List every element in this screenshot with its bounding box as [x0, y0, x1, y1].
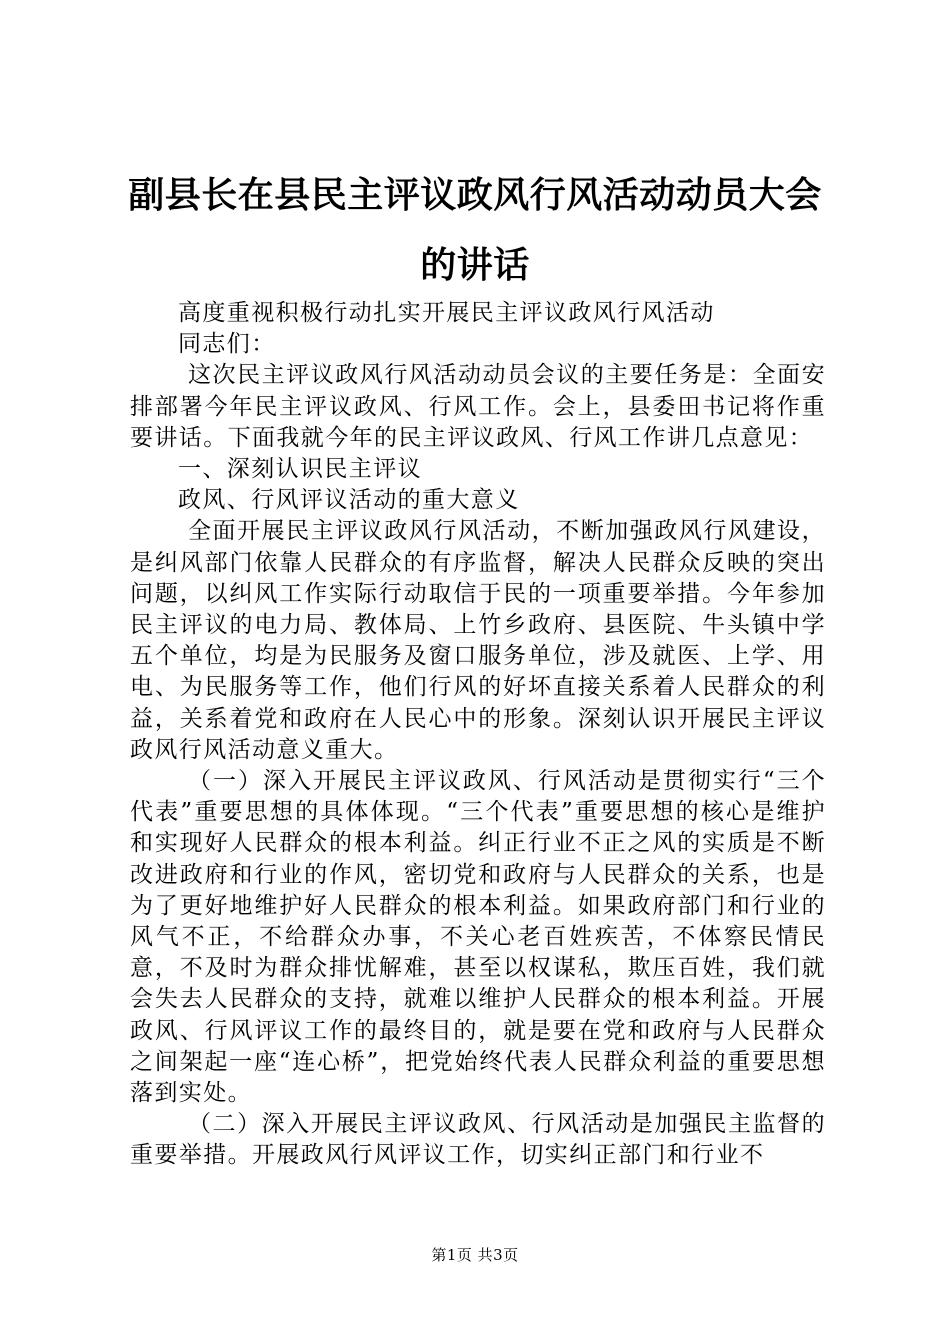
section-heading-1: 一、深刻认识民主评议 — [178, 456, 422, 483]
page-number-footer: 第1页 共3页 — [431, 1246, 519, 1264]
section-heading-1-cont: 政风、行风评议活动的重大意义 — [178, 487, 520, 514]
paragraph-significance: 全面开展民主评议政风行风活动，不断加强政风行风建设，是纠风部门依靠人民群众的有序监督，解决人民群众反映的突出问题，以纠风工作实际行动取信于民的一项重要举措。今年参加民主评议的电力局、教体局、上竹乡政府、县医院、牛头镇中学五个单位，均是为民服务及窗口服务单位，涉及就医、上学、用电、为民服务等工作，他们行风的好坏直接关系着人民群众的利益，关系着党和政府在人民心中的形象。深刻认识开展民主评议政风行风活动意义重大。 — [130, 518, 826, 763]
document-body — [130, 298, 826, 1172]
document-subtitle: 高度重视积极行动扎实开展民主评议政风行风活动 — [178, 300, 715, 326]
document-title: 副县长在县民主评议政风行风活动动员大会的讲话 — [128, 174, 822, 286]
salutation: 同志们： — [178, 331, 276, 358]
paragraph-intro: 这次民主评议政风行风活动动员会议的主要任务是：全面安排部署今年民主评议政风、行风工作。会上，县委田书记将作重要讲话。下面我就今年的民主评议政风、行风工作讲几点意见： — [130, 362, 826, 451]
paragraph-point-1: （一）深入开展民主评议政风、行风活动是贯彻实行“三个代表”重要思想的具体体现。“三个代表”重要思想的核心是维护和实现好人民群众的根本利益。纠正行业不正之风的实质是不断改进政府和行业的作风，密切党和政府与人民群众的关系，也是为了更好地维护好人民群众的根本利益。如果政府部门和行业的风气不正，不给群众办事，不关心老百姓疾苦，不体察民情民意，不及时为群众排忧解难，甚至以权谋私，欺压百姓，我们就会失去人民群众的支持，就难以维护人民群众的根本利益。开展政风、行风评议工作的最终目的，就是要在党和政府与人民群众之间架起一座“连心桥”，把党始终代表人民群众利益的重要思想落到实处。 — [130, 768, 826, 1107]
paragraph-point-2: （二）深入开展民主评议政风、行风活动是加强民主监督的重要举措。开展政风行风评议工作，切实纠正部门和行业不 — [130, 1111, 826, 1169]
